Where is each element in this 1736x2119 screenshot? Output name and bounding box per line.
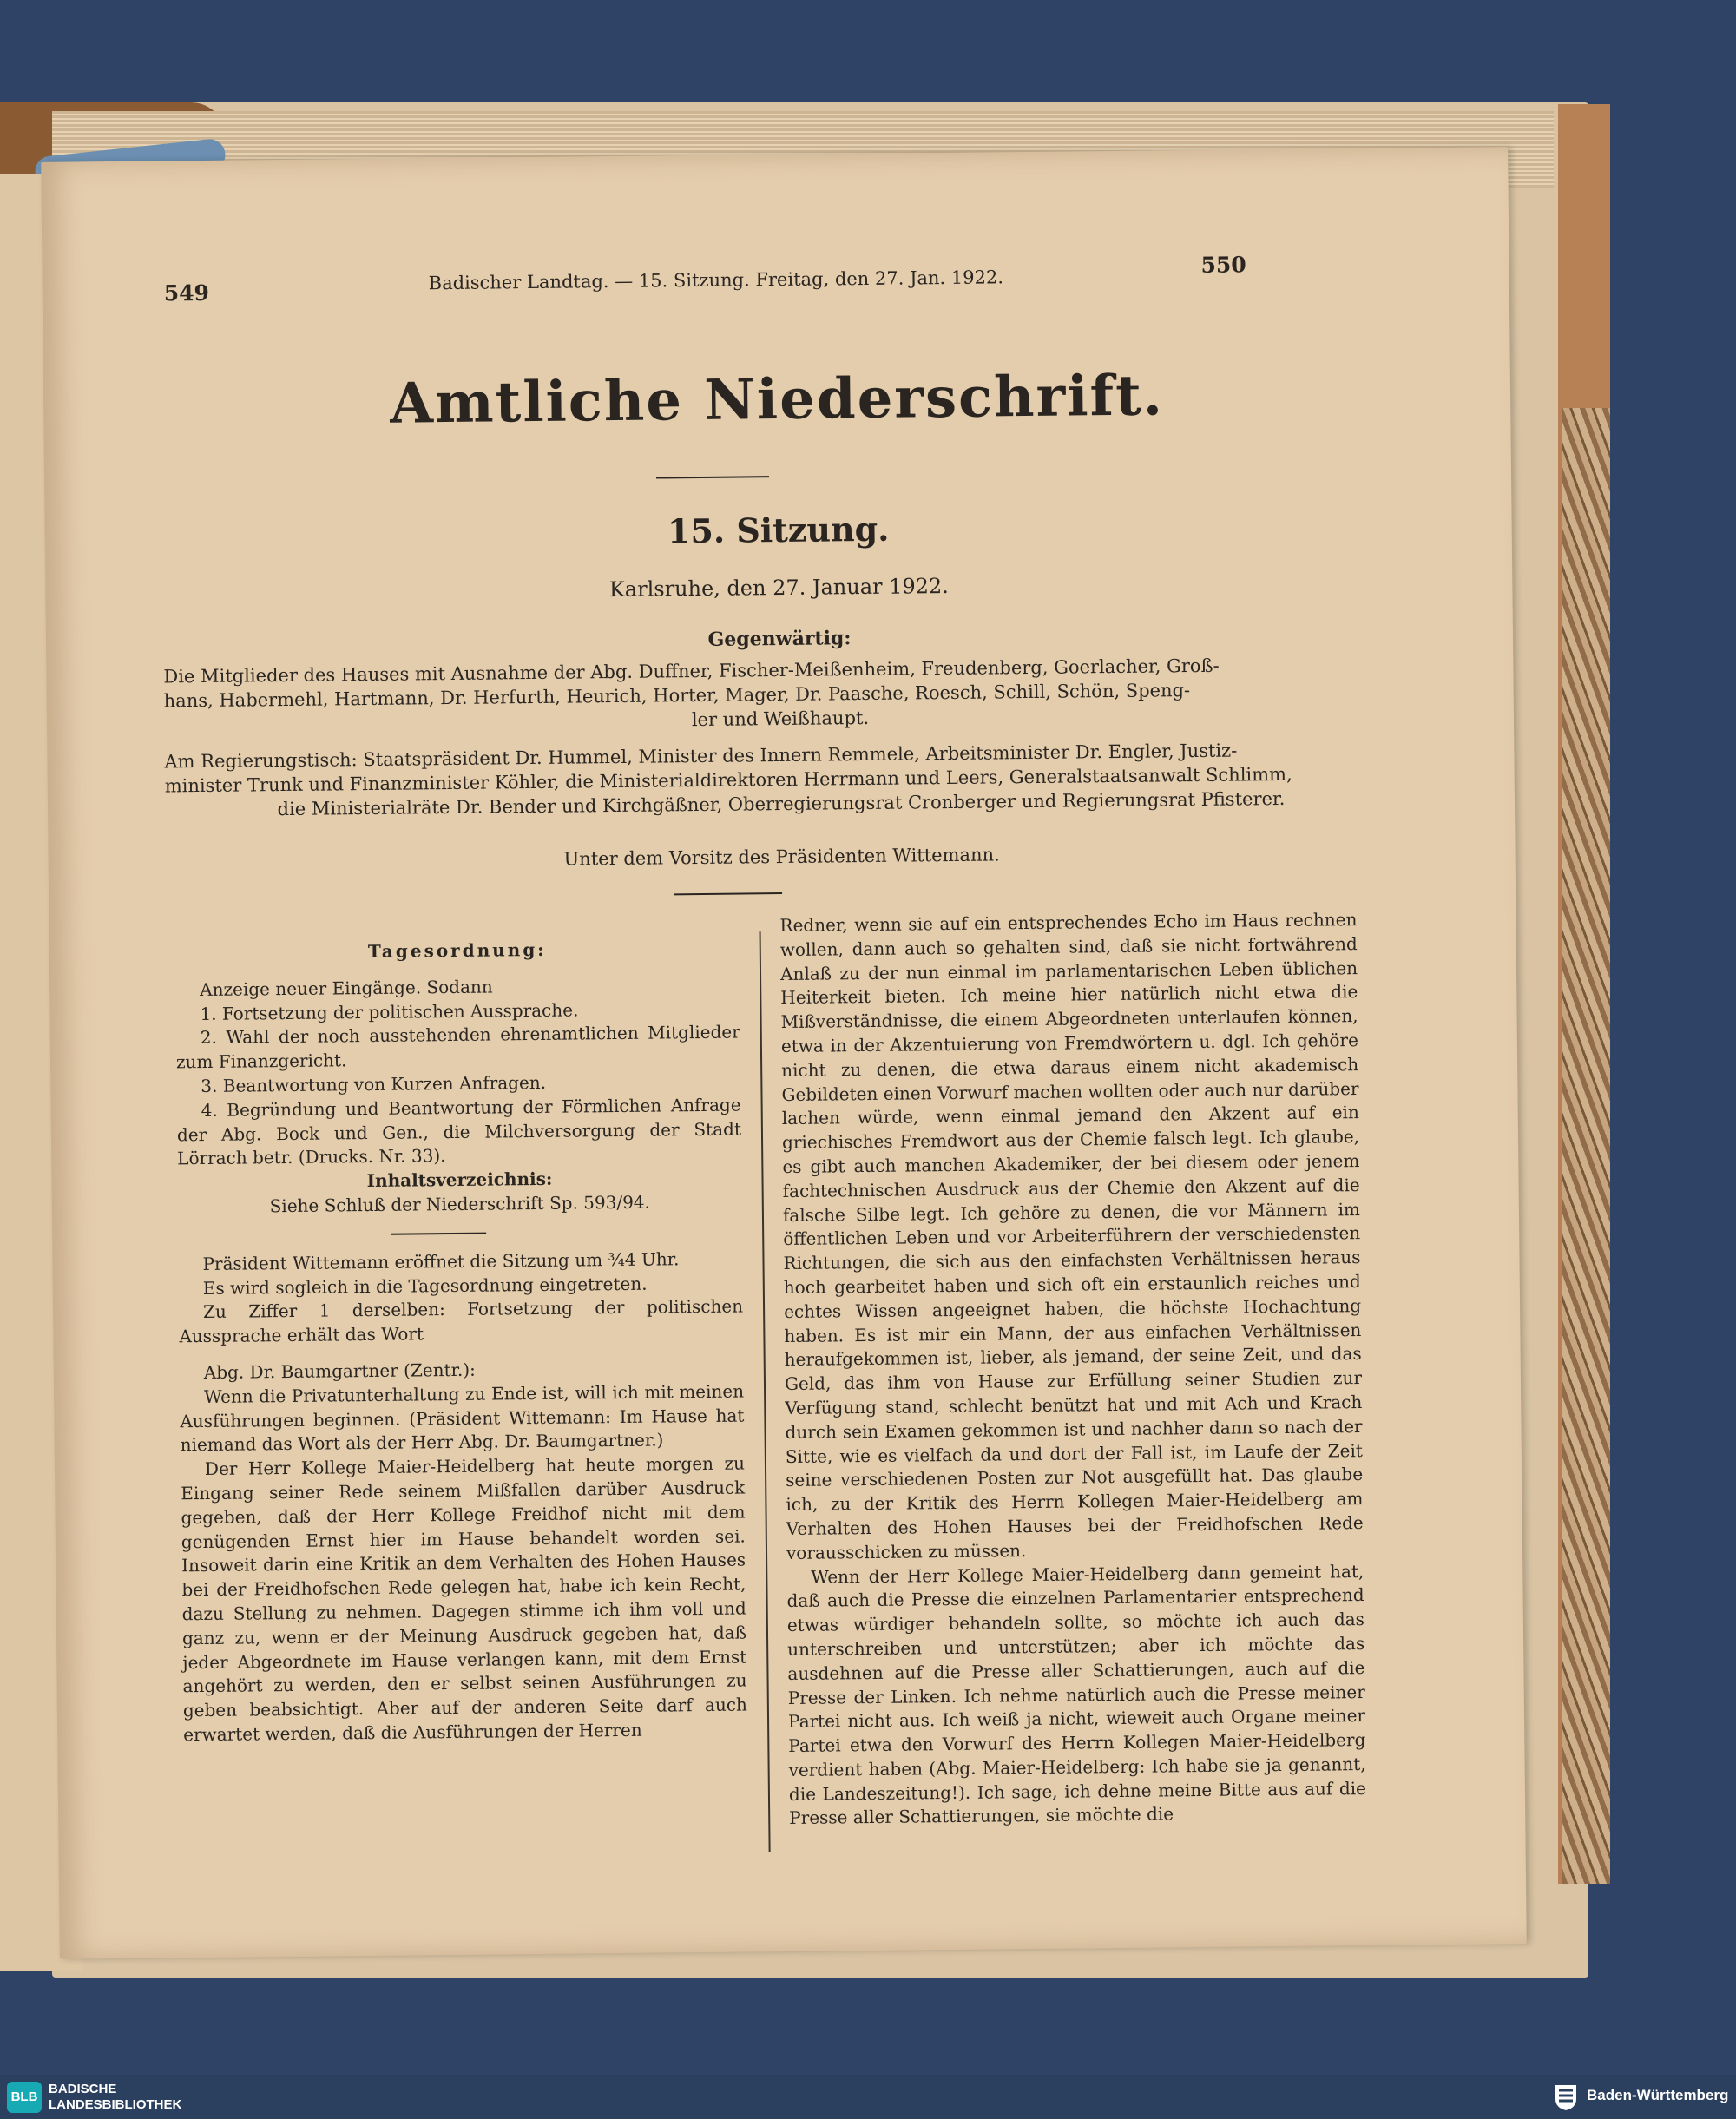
chair-line: Unter dem Vorsitz des Präsidenten Wittemann. [563, 844, 1000, 870]
agenda-item: 1. Fortsetzung der politischen Aussprache. [200, 999, 579, 1024]
session-heading: 15. Sitzung. [667, 509, 890, 551]
government-paragraph [164, 737, 1397, 823]
agenda-item: 3. Beantwortung von Kurzen Anfragen. [201, 1071, 547, 1097]
members-paragraph [163, 652, 1397, 738]
members-line: ler und Weißhaupt. [691, 707, 870, 731]
viewer-footer [0, 2075, 1736, 2119]
document-page [41, 147, 1527, 1959]
divider [656, 476, 769, 478]
library-name[interactable]: BADISCHE LANDESBIBLIOTHEK [49, 2082, 182, 2112]
marbled-edge [1562, 408, 1610, 1884]
state-name[interactable]: Baden-Württemberg [1587, 2087, 1729, 2103]
page-number-right: 550 [1200, 252, 1246, 278]
contents-heading: Inhaltsverzeichnis: [366, 1168, 553, 1192]
agenda-item: Anzeige neuer Eingänge. Sodann [200, 976, 493, 1000]
speech-paragraph: Wenn der Herr Kollege Maier-Heidelberg dann gemeint hat, daß auch die Presse die einzelnen Parlamentarier entsprechend etwas würdiger behandeln sollte, so möchte ich auch das unterschreiben und unterstützen; aber ich möchte das ausdehnen auf die Presse aller Schattierungen, auch auf die Presse der Linken. Ich nehme natürlich auch die Presse meiner Partei nicht aus. Ich weiß ja nicht, wieweit auch Organe meiner Partei etwa den Vorwurf des Herrn Kollegen Maier-Heidelberg verdient haben (Abg. Maier-Heidelberg: Ich habe sie ja genannt, die Landeszeitung!). Ich sage, ich dehne meine Bitte aus auf die Presse aller Schattierungen, sie möchte die [786, 1560, 1367, 1829]
blb-logo[interactable]: BLB [7, 2082, 42, 2113]
right-column [779, 908, 1366, 1831]
speech-paragraph: Der Herr Kollege Maier-Heidelberg hat heute morgen zu Eingang seiner Rede seinem Mißfallen darüber Ausdruck gegeben, daß der Herr Kollege Freidhof nicht mit dem genügenden Ernst hier im Hause behandelt worden sei. Insoweit darin eine Kritik an dem Verhalten des Hohen Hauses bei der Freidhofschen Rede gelegen hat, habe ich kein Recht, dazu Stellung zu nehmen. Dagegen stimme ich ihm voll und ganz zu, wenn er der Meinung Ausdruck gegeben hat, daß jeder Abgeordnete im Hause verlangen kann, mit dem Ernst angehört zu werden, den er selbst seinen Ausführungen zu geben beabsichtigt. Aber auf der anderen Seite darf auch erwartet werden, daß die Ausführungen der Herren [181, 1452, 747, 1746]
divider [674, 892, 782, 895]
members-line: Die Mitglieder des Hauses mit Ausnahme der Abg. Duffner, Fischer-Meißenheim, Freudenberg, Goerlacher, Groß- [163, 655, 1220, 688]
protocol-paragraph: Zu Ziffer 1 derselben: Fortsetzung der politischen Aussprache erhält das Wort [179, 1295, 744, 1347]
contents-note: Siehe Schluß der Niederschrift Sp. 593/94. [269, 1191, 651, 1217]
speaker-line: Abg. Dr. Baumgartner (Zentr.): [203, 1359, 476, 1383]
government-line: die Ministerialräte Dr. Bender und Kirchgäßner, Oberregierungsrat Cronberger und Regierungsrat Pfisterer. [277, 787, 1286, 820]
column-rule [760, 931, 771, 1852]
agenda-item: 2. Wahl der noch ausstehenden ehrenamtlichen Mitglieder zum Finanzgericht. [175, 1021, 740, 1073]
agenda-item: 4. Begründung und Beantwortung der Förmlichen Anfrage der Abg. Bock und Gen., die Milchversorgung der Stadt Lörrach betr. (Drucks. Nr. 33). [176, 1094, 742, 1169]
place-date: Karlsruhe, den 27. Januar 1922. [608, 573, 950, 602]
page-number-left: 549 [163, 280, 210, 306]
speech-paragraph: Wenn die Privatunterhaltung zu Ende ist, will ich mit meinen Ausführungen beginnen. (Präsident Wittemann: Im Hause hat niemand das Wort als der Herr Abg. Dr. Baumgartner.) [180, 1380, 745, 1456]
members-line: hans, Habermehl, Hartmann, Dr. Herfurth, Heurich, Horter, Mager, Dr. Paasche, Roesch, Schill, Schön, Speng- [163, 680, 1191, 712]
present-heading: Gegenwärtig: [707, 627, 852, 651]
agenda-heading: Tagesordnung: [367, 938, 547, 963]
page-title: Amtliche Niederschrift. [389, 363, 1165, 437]
government-line: Am Regierungstisch: Staatspräsident Dr. Hummel, Minister des Innern Remmele, Arbeitsminister Dr. Engler, Justiz- [164, 740, 1238, 773]
government-line: minister Trunk und Finanzminister Köhler, die Ministerialdirektoren Herrmann und Leers, Generalstaatsanwalt Schlimm, [164, 763, 1292, 797]
running-head: Badischer Landtag. — 15. Sitzung. Freitag, den 27. Jan. 1922. [428, 267, 1004, 294]
left-column [175, 937, 748, 1747]
protocol-paragraph: Präsident Wittemann eröffnet die Sitzung um ¾4 Uhr. [202, 1248, 680, 1274]
protocol-paragraph: Es wird sogleich in die Tagesordnung eingetreten. [202, 1273, 648, 1299]
speech-paragraph: Redner, wenn sie auf ein entsprechendes Echo im Haus rechnen wollen, dann auch so gehalten sind, daß sie nicht fortwährend Anlaß zu der nun einmal im parlamentarischen Leben üblichen Heiterkeit bieten. Ich meine hier natürlich nicht etwa die Mißverständnisse, die einem Abgeordneten unterlaufen können, etwa in der Akzentuierung von Fremdwörtern u. dgl. Ich gehöre nicht zu denen, die etwa daraus einem nicht akademisch Gebildeten einen Vorwurf machen wollten oder auch nur darüber lachen würde, wenn einmal jemand den Akzent auf ein griechisches Fremdwort aus der Chemie falsch legt. Ich glaube, es gibt auch manchen Akademiker, der bei diesem oder jenem fachtechnischen Ausdruck aus der Chemie den Akzent auf die falsche Silbe legt. Ich gehöre zu denen, die vor Männern im öffentlichen Leben und vor Arbeiterführern der verschiedensten Richtungen, die sich aus den einfachsten Verhältnissen heraus hoch gearbeitet haben und sich oft ein erstaunlich reiches und echtes Wissen angeeignet haben, die höchste Hochachtung haben. Es ist mir ein Mann, der aus einfachen Verhältnissen heraufgekommen ist, lieber, als jemand, der seine Zeit, und das Geld, das ihm von Hause zur Erfüllung seiner Studien zur Verfügung stand, schlecht benützt hat und mit Ach und Krach durch sein Examen gekommen ist und nachher dann so nach der Sitte, wie es vielfach da und dort der Fall ist, im Laufe der Zeit seine verschiedenen Posten zur Not ausgefüllt hat. Das glaube ich, zu der Kritik des Herrn Kollegen Maier-Heidelberg am Verhalten des Hohen Hauses bei der Freidhofschen Rede vorausschicken zu müssen. [779, 909, 1364, 1563]
coat-of-arms-icon [1554, 2083, 1578, 2111]
